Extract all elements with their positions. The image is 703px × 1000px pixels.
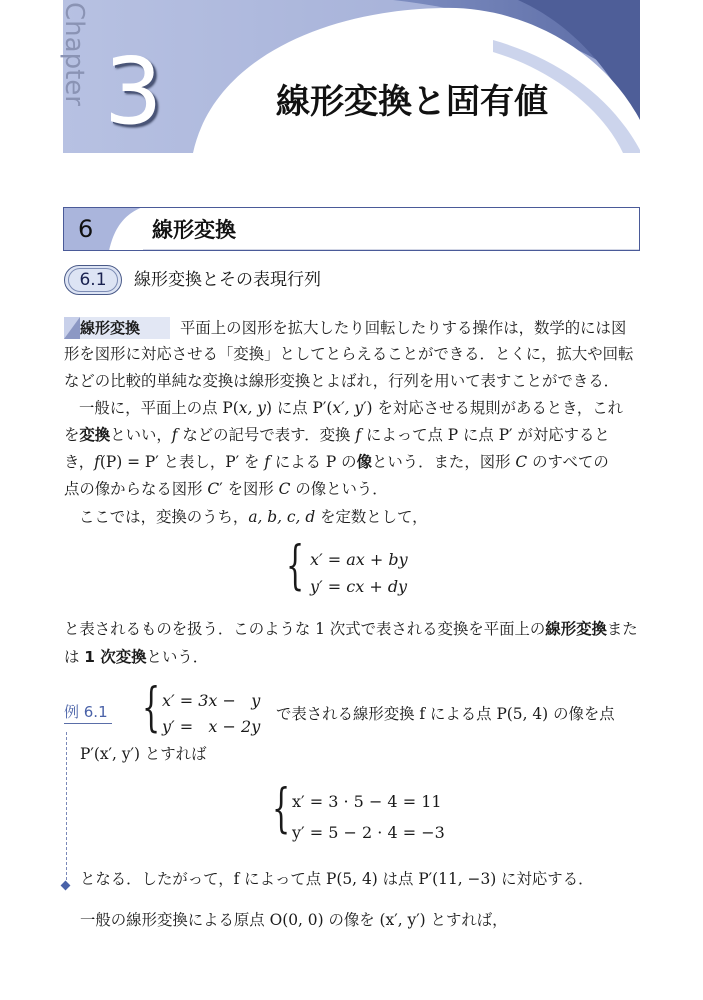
left-brace: { <box>272 779 291 839</box>
equation-row: y′ = 5 − 2 · 4 = −3 <box>292 823 445 842</box>
subsection-number: 6.1 <box>79 270 107 290</box>
example-label: 例 6.1 <box>64 703 108 721</box>
paragraph-line: 一般に，平面上の点 P(x, y) に点 P′(x′, y′) を対応させる規則があるとき，これ <box>79 399 624 417</box>
paragraph-line: き，f(P) = P′ と表し，P′ を f による P の像という．また，図形 C のすべての <box>64 453 609 471</box>
paragraph-line: 平面上の図形を拡大したり回転したりする操作は，数学的には図 <box>180 319 627 337</box>
example-end-marker <box>61 881 71 891</box>
example-conclusion: となる．したがって，f によって点 P(5, 4) は点 P′(11, −3) に対応する． <box>80 870 594 888</box>
paragraph-line: などの比較的単純な変換は線形変換とよばれ，行列を用いて表すことができる． <box>64 372 619 390</box>
section-title: 線形変換 <box>152 218 236 242</box>
equation-row: x′ = 3x − y <box>162 691 261 710</box>
example-underline <box>64 723 112 724</box>
example-margin-rule <box>66 732 67 885</box>
chapter-title: 線形変換と固有値 <box>276 82 548 122</box>
example-text: P′(x′, y′) とすれば <box>80 745 207 763</box>
paragraph-line: と表されるものを扱う．このような 1 次式で表される変換を平面上の線形変換また <box>64 620 638 638</box>
paragraph-line: 点の像からなる図形 C′ を図形 C の像という． <box>64 480 388 498</box>
equation-row: x′ = ax + by <box>310 550 408 569</box>
example-text: で表される線形変換 f による点 P(5, 4) の像を点 <box>276 705 615 723</box>
paragraph-line: ここでは，変換のうち，a, b, c, d を定数として， <box>79 508 428 526</box>
chapter-word: Chapter <box>59 2 89 106</box>
section-header-bar <box>63 207 640 251</box>
term-heading: 線形変換 <box>80 319 141 337</box>
paragraph-line: 形を図形に対応させる「変換」としてとらえることができる．とくに，拡大や回転 <box>64 345 634 363</box>
paragraph-line: を変換といい，f などの記号で表す．変換 f によって点 P に点 P′ が対応すると <box>64 426 610 444</box>
left-brace: { <box>286 536 305 596</box>
paragraph-line: は 1 次変換という． <box>64 648 209 666</box>
section-number: 6 <box>78 215 94 243</box>
equation-row: y′ = x − 2y <box>162 717 261 736</box>
chapter-number: 3 <box>104 38 163 145</box>
equation-row: y′ = cx + dy <box>310 577 408 596</box>
paragraph-line: 一般の線形変換による原点 O(0, 0) の像を (x′, y′) とすれば， <box>80 911 508 929</box>
equation-row: x′ = 3 · 5 − 4 = 11 <box>292 792 442 811</box>
subsection-title: 線形変換とその表現行列 <box>134 270 321 290</box>
left-brace: { <box>142 678 161 738</box>
